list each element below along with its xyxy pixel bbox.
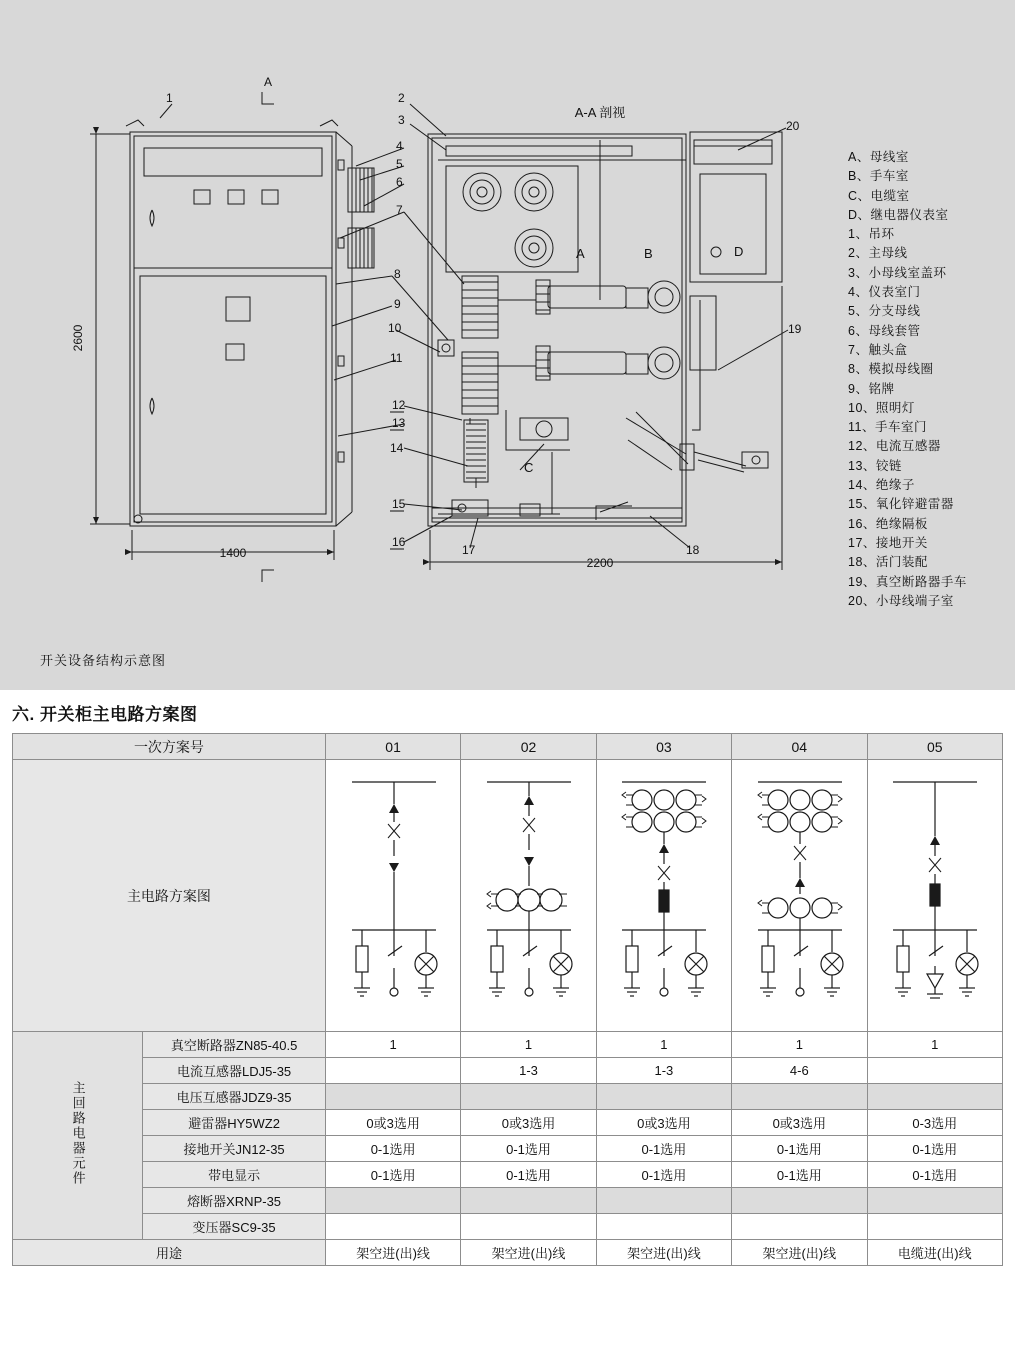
cell: 0-1选用 [461, 1136, 596, 1162]
row-label: 带电显示 [143, 1162, 326, 1188]
table-row [13, 1032, 1003, 1058]
dim-width-right-label: 2200 [586, 556, 614, 570]
legend-item: 9、铭牌 [848, 381, 895, 396]
cell: 0-3选用 [867, 1110, 1002, 1136]
callout-14: 14 [390, 441, 404, 455]
legend-item: B、手车室 [848, 169, 909, 184]
cell: 0-1选用 [325, 1162, 460, 1188]
cell [867, 1084, 1002, 1110]
cell [461, 1188, 596, 1214]
legend-item: C、电缆室 [848, 188, 910, 203]
header-scheme-number: 一次方案号 [13, 734, 326, 760]
row-label: 电压互感器JDZ9-35 [143, 1084, 326, 1110]
callout-11: 11 [390, 351, 403, 365]
cell [867, 1188, 1002, 1214]
cell [596, 1214, 731, 1240]
callout-20: 20 [786, 119, 800, 133]
callout-5: 5 [396, 157, 403, 171]
table-row [13, 1058, 1003, 1084]
callout-15: 15 [392, 497, 406, 511]
callout-10: 10 [388, 321, 402, 335]
dim-width-left-label: 1400 [219, 546, 247, 560]
legend-item: 8、模拟母线圈 [848, 362, 934, 377]
callout-9: 9 [394, 297, 401, 311]
legend-item: 7、触头盒 [848, 342, 908, 357]
legend-item: 11、手车室门 [848, 420, 927, 435]
table-row [13, 1162, 1003, 1188]
callout-8: 8 [394, 267, 401, 281]
table-row [13, 1214, 1003, 1240]
callout-17: 17 [462, 543, 476, 557]
row-label: 熔断器XRNP-35 [143, 1188, 326, 1214]
scheme-diagram-row [13, 760, 1003, 1032]
legend-item: 12、电流互感器 [848, 439, 941, 454]
callout-16: 16 [392, 535, 406, 549]
row-label: 接地开关JN12-35 [143, 1136, 326, 1162]
cell [461, 1084, 596, 1110]
legend-item: 17、接地开关 [848, 535, 928, 550]
callout-6: 6 [396, 175, 403, 189]
legend-item: 5、分支母线 [848, 304, 921, 319]
table-header-row [13, 734, 1003, 760]
cell: 0-1选用 [596, 1162, 731, 1188]
legend-item: 10、照明灯 [848, 400, 915, 415]
scheme-cell-04 [732, 760, 867, 1032]
legend-item: 14、绝缘子 [848, 478, 915, 493]
usage-cell: 架空进(出)线 [325, 1240, 460, 1266]
cell: 1-3 [461, 1058, 596, 1084]
scheme-number-01: 01 [325, 734, 460, 760]
cell [461, 1214, 596, 1240]
cell: 1 [461, 1032, 596, 1058]
cell [867, 1058, 1002, 1084]
room-label-d: D [734, 244, 744, 259]
callout-18: 18 [686, 543, 700, 557]
cell: 0-1选用 [867, 1162, 1002, 1188]
cell: 0-1选用 [732, 1136, 867, 1162]
table-row [13, 1084, 1003, 1110]
cell [732, 1214, 867, 1240]
row-label: 真空断路器ZN85-40.5 [143, 1032, 326, 1058]
callout-2: 2 [398, 91, 405, 105]
callout-3: 3 [398, 113, 405, 127]
usage-label: 用途 [13, 1240, 326, 1266]
cell: 0-1选用 [461, 1162, 596, 1188]
table-row [13, 1136, 1003, 1162]
legend-item: D、继电器仪表室 [848, 207, 949, 222]
diagram-caption: 开关设备结构示意图 [40, 653, 167, 668]
usage-cell: 架空进(出)线 [732, 1240, 867, 1266]
scheme-number-05: 05 [867, 734, 1002, 760]
legend-item: 20、小母线端子室 [848, 593, 954, 608]
usage-cell: 架空进(出)线 [461, 1240, 596, 1266]
legend-item: 18、活门装配 [848, 555, 928, 570]
cell: 0或3选用 [461, 1110, 596, 1136]
cell: 4-6 [732, 1058, 867, 1084]
main-circuit-scheme-table [12, 733, 1003, 1266]
cell [596, 1188, 731, 1214]
cell [325, 1084, 460, 1110]
legend-item: 2、主母线 [848, 246, 908, 261]
scheme-cell-01 [325, 760, 460, 1032]
legend-item: 1、吊环 [848, 227, 895, 242]
usage-cell: 架空进(出)线 [596, 1240, 731, 1266]
cell: 0-1选用 [325, 1136, 460, 1162]
row-label: 变压器SC9-35 [143, 1214, 326, 1240]
room-label-b: B [644, 246, 653, 261]
table-row [13, 1110, 1003, 1136]
section-mark-a-top: A [263, 75, 273, 89]
cell: 0-1选用 [596, 1136, 731, 1162]
table-row [13, 1188, 1003, 1214]
cell: 1-3 [596, 1058, 731, 1084]
callout-12: 12 [392, 398, 406, 412]
legend-item: 3、小母线室盖环 [848, 265, 947, 280]
cell [325, 1058, 460, 1084]
cell: 0或3选用 [325, 1110, 460, 1136]
scheme-number-02: 02 [461, 734, 596, 760]
usage-cell: 电缆进(出)线 [867, 1240, 1002, 1266]
cell: 1 [325, 1032, 460, 1058]
scheme-row-label: 主电路方案图 [13, 760, 326, 1032]
cell [325, 1188, 460, 1214]
cell [867, 1214, 1002, 1240]
scheme-cell-05 [867, 760, 1002, 1032]
cell [325, 1214, 460, 1240]
legend-item: 13、铰链 [848, 458, 902, 473]
dim-height-label: 2600 [71, 324, 85, 352]
scheme-number-03: 03 [596, 734, 731, 760]
section-heading: 六. 开关柜主电路方案图 [12, 705, 198, 724]
callout-7: 7 [396, 203, 403, 217]
cell: 1 [596, 1032, 731, 1058]
row-label: 避雷器HY5WZ2 [143, 1110, 326, 1136]
cell: 0或3选用 [732, 1110, 867, 1136]
legend-item: 4、仪表室门 [848, 285, 921, 300]
cell [732, 1084, 867, 1110]
scheme-cell-02 [461, 760, 596, 1032]
callout-19: 19 [788, 322, 802, 336]
room-label-c: C [524, 460, 534, 475]
legend-list [848, 148, 967, 611]
section-view-title: A-A 剖视 [574, 105, 626, 120]
cell: 0-1选用 [732, 1162, 867, 1188]
usage-row [13, 1240, 1003, 1266]
cell: 1 [732, 1032, 867, 1058]
cell: 0或3选用 [596, 1110, 731, 1136]
legend-item: 6、母线套管 [848, 323, 921, 338]
cell: 1 [867, 1032, 1002, 1058]
cell [596, 1084, 731, 1110]
legend-item: 15、氧化锌避雷器 [848, 497, 954, 512]
legend-item: A、母线室 [848, 150, 909, 164]
cell: 0-1选用 [867, 1136, 1002, 1162]
legend-item: 19、真空断路器手车 [848, 574, 967, 589]
row-label: 电流互感器LDJ5-35 [143, 1058, 326, 1084]
scheme-cell-03 [596, 760, 731, 1032]
callout-13: 13 [392, 416, 406, 430]
room-label-a: A [576, 246, 585, 261]
callout-1: 1 [166, 91, 173, 105]
side-label-main-circuit: 主回路电器元件 [13, 1032, 143, 1240]
legend-item: 16、绝缘隔板 [848, 516, 928, 531]
callout-4: 4 [396, 139, 403, 153]
cell [732, 1188, 867, 1214]
scheme-number-04: 04 [732, 734, 867, 760]
